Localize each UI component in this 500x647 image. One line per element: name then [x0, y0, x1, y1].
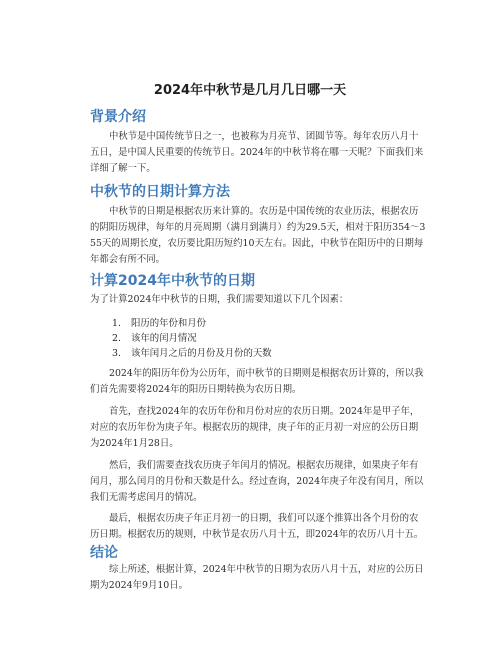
factor-list — [90, 316, 420, 361]
list-item-number: 2. — [112, 333, 121, 344]
list-item-number: 3. — [112, 348, 121, 359]
list-item-number: 1. — [112, 318, 121, 329]
list-item — [90, 316, 420, 331]
document-title: 2024年中秋节是几月几日哪一天 — [153, 83, 347, 98]
paragraph-step-then: 然后，我们需要查找农历庚子年闰月的情况。根据农历规律，如果庚子年有闰月，那么闰月的月份和天数是什么。经过查询，2024年庚子年没有闰月，所以我们无需考虑闰月的情况。 — [90, 460, 424, 503]
list-item-text: 该年闰月之后的月份及月份的天数 — [131, 348, 272, 359]
paragraph-step-convert: 2024年的阳历年份为公历年，而中秋节的日期则是根据农历计算的，所以我们首先需要将2024年的阳历日期转换为农历日期。 — [90, 368, 424, 395]
heading-background: 背景介绍 — [90, 109, 146, 125]
paragraph-step-finally: 最后，根据农历庚子年正月初一的日期，我们可以逐个推算出各个月份的农历日期。根据农历的规则，中秋节是农历八月十五，即2024年的农历八月十五。 — [90, 513, 424, 540]
paragraph-background: 中秋节是中国传统节日之一，也被称为月亮节、团圆节等。每年农历八月十五日，是中国人民重要的传统节日。2024年的中秋节将在哪一天呢？下面我们来详细了解一下。 — [90, 131, 424, 174]
paragraph-conclusion: 综上所述，根据计算，2024年中秋节的日期为农历八月十五，对应的公历日期为2024年9月10日。 — [90, 564, 424, 591]
heading-conclusion: 结论 — [90, 545, 118, 561]
list-item-text: 该年的闰月情况 — [131, 333, 197, 344]
paragraph-intro: 为了计算2024年中秋节的日期，我们需要知道以下几个因素： — [90, 294, 349, 305]
paragraph-step-first: 首先，查找2024年的农历年份和月份对应的农历日期。2024年是甲子年，对应的农历年份为庚子年。根据农历的规律，庚子年的正月初一对应的公历日期为2024年1月28日。 — [90, 406, 420, 449]
heading-calculation-method: 中秋节的日期计算方法 — [90, 184, 230, 200]
list-item-text: 阳历的年份和月份 — [131, 318, 207, 329]
list-item — [90, 331, 420, 346]
paragraph-calculation-method: 中秋节的日期是根据农历来计算的。农历是中国传统的农业历法，根据农历的阴阳历规律，每年的月亮周期（满月到满月）约为29.5天，相对于阳历354～355天的周期长度，农历要比阳历短约10天左右。因此，中秋节在阳历中的日期每年都会有所不同。 — [90, 206, 426, 265]
heading-calculate-2024: 计算2024年中秋节的日期 — [90, 273, 255, 289]
list-item — [90, 346, 420, 361]
